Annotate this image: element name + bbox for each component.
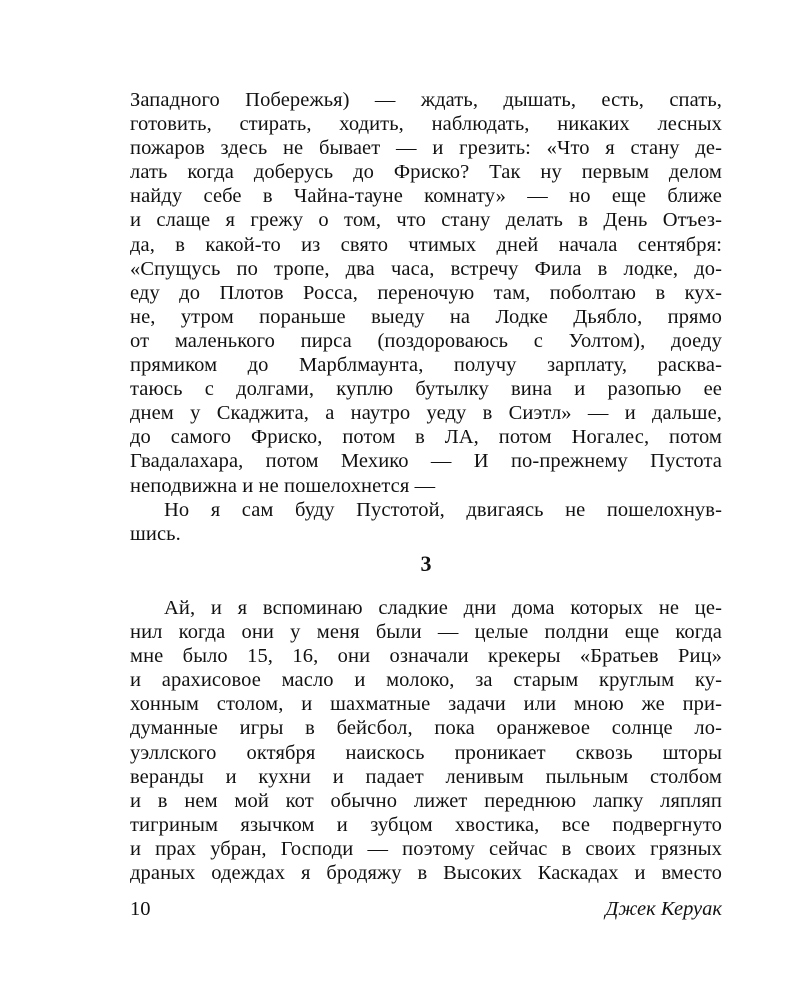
text-line: думанные игры в бейсбол, пока оранжевое солнце ло- bbox=[130, 717, 722, 740]
text-line: нил когда они у меня были — целые полдни еще когда bbox=[130, 621, 722, 644]
text-line: неподвижна и не пошелохнется — bbox=[130, 474, 436, 497]
text-line: найду себе в Чайна-тауне комнату» — но еще ближе bbox=[130, 185, 722, 208]
text-line: драных одеждах я бродяжу в Высоких Каскадах и вместо bbox=[130, 862, 722, 885]
text-line: уэллского октября наискось проникает сквозь шторы bbox=[130, 741, 722, 764]
text-line: тигриным язычком и зубцом хвостика, все подвергнуто bbox=[130, 813, 722, 836]
page-number: 10 bbox=[130, 898, 151, 920]
paragraph-two bbox=[130, 498, 722, 546]
text-line: Западного Побережья) — ждать, дышать, есть, спать, bbox=[130, 89, 722, 111]
text-line: «Спущусь по тропе, два часа, встречу Фила в лодке, до- bbox=[130, 257, 722, 280]
text-line: мне было 15, 16, они означали крекеры «Братьев Риц» bbox=[130, 645, 722, 668]
text-line: и слаще я грежу о том, что стану делать в День Отъез- bbox=[130, 209, 722, 232]
text-line: да, в какой-то из свято чтимых дней начала сентября: bbox=[130, 233, 722, 256]
text-line: лать когда доберусь до Фриско? Так ну первым делом bbox=[130, 161, 722, 184]
text-line: днем у Скаджита, а наутро уеду в Сиэтл» — и дальше, bbox=[130, 402, 722, 425]
text-line: веранды и кухни и падает ленивым пыльным столбом bbox=[130, 765, 722, 788]
paragraph-one bbox=[130, 88, 722, 498]
text-line: таюсь с долгами, куплю бутылку вина и разопью ее bbox=[130, 378, 722, 401]
text-line: не, утром пораньше выеду на Лодке Дьябло, прямо bbox=[130, 305, 722, 328]
running-footer-author: Джек Керуак bbox=[605, 898, 722, 920]
chapter-number: 3 bbox=[420, 551, 432, 576]
text-line: пожаров здесь не бывает — и грезить: «Что я стану де- bbox=[130, 137, 722, 160]
text-line: Гвадалахара, потом Мехико — И по-прежнему Пустота bbox=[130, 450, 722, 473]
text-line: Но я сам буду Пустотой, двигаясь не пошелохнув- bbox=[164, 498, 722, 521]
text-line: и в нем мой кот обычно лижет переднюю лапку ляпляп bbox=[130, 789, 722, 812]
text-line: готовить, стирать, ходить, наблюдать, никаких лесных bbox=[130, 113, 722, 136]
text-line: шись. bbox=[130, 522, 181, 545]
text-line: и прах убран, Господи — поэтому сейчас в своих грязных bbox=[130, 837, 722, 860]
text-line: Ай, и я вспоминаю сладкие дни дома которых не це- bbox=[164, 597, 722, 619]
text-line: и арахисовое масло и молоко, за старым круглым ку- bbox=[130, 669, 722, 692]
text-line: до самого Фриско, потом в ЛА, потом Ногалес, потом bbox=[130, 426, 722, 449]
page-text bbox=[130, 88, 722, 885]
text-line: еду до Плотов Росса, переночую там, поболтаю в кух- bbox=[130, 281, 722, 304]
text-line: хонным столом, и шахматные задачи или мною же при- bbox=[130, 693, 722, 716]
text-line: прямиком до Марблмаунта, получу зарплату, расква- bbox=[130, 354, 722, 377]
text-line: от маленького пирса (поздороваюсь с Уолтом), доеду bbox=[130, 329, 722, 352]
paragraph-three bbox=[130, 596, 722, 885]
